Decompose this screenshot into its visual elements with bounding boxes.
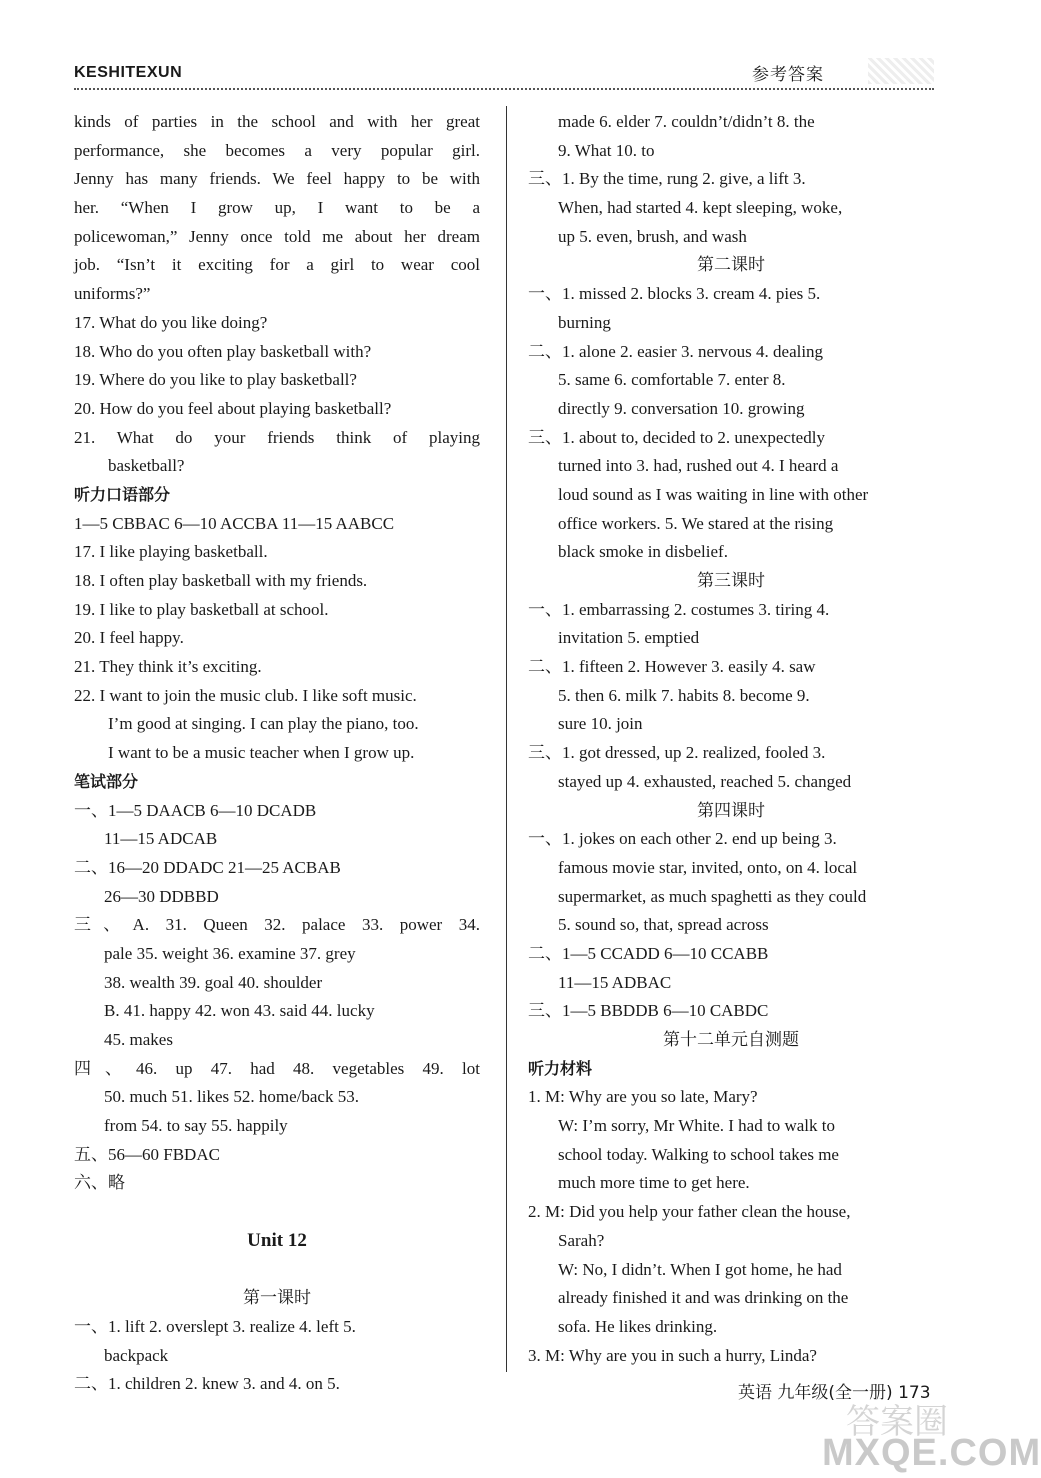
answer-line: I want to be a music teacher when I grow up. bbox=[108, 743, 415, 763]
header-brand: KESHITEXUN bbox=[74, 64, 183, 81]
answer-line: 22. I want to join the music club. I like soft music. bbox=[74, 685, 417, 705]
dialogue-line: 3. M: Why are you in such a hurry, Linda? bbox=[528, 1345, 817, 1365]
answer-line: 三、1. got dressed, up 2. realized, fooled 3. bbox=[528, 743, 826, 763]
header-rule bbox=[74, 88, 934, 90]
dialogue-line: 2. M: Did you help your father clean the house, bbox=[528, 1202, 851, 1222]
text-line: uniforms?” bbox=[74, 284, 151, 304]
answer-line: B. 41. happy 42. won 43. said 44. lucky bbox=[104, 1001, 375, 1021]
answer-line: stayed up 4. exhausted, reached 5. changed bbox=[558, 771, 852, 791]
answer-line: 11—15 ADCAB bbox=[104, 829, 218, 849]
dialogue-line: W: I’m sorry, Mr White. I had to walk to bbox=[558, 1116, 835, 1136]
dialogue-line: school today. Walking to school takes me bbox=[558, 1144, 839, 1164]
answer-line: 三、A. 31. Queen 32. palace 33. power 34. bbox=[74, 915, 480, 935]
answer-line: burning bbox=[558, 312, 611, 332]
answer-line: 11—15 ADBAC bbox=[558, 972, 672, 992]
spacer bbox=[74, 1198, 480, 1227]
answer-line: I’m good at singing. I can play the piano, too. bbox=[108, 714, 419, 734]
watermark-logo: 答案圈 bbox=[846, 1402, 948, 1442]
answer-line: backpack bbox=[104, 1345, 169, 1365]
answer-line: 五、56—60 FBDAC bbox=[74, 1144, 220, 1164]
answer-line: famous movie star, invited, onto, on 4. local bbox=[558, 857, 858, 877]
answer-line: 四、46. up 47. had 48. vegetables 49. lot bbox=[74, 1058, 480, 1078]
answer-line: invitation 5. emptied bbox=[558, 628, 700, 648]
section-heading: 听力口语部分 bbox=[74, 484, 171, 504]
answer-line: 1—5 CBBAC 6—10 ACCBA 11—15 AABCC bbox=[74, 513, 395, 533]
dialogue-line: Sarah? bbox=[558, 1230, 605, 1250]
left-column bbox=[74, 108, 480, 1399]
answer-line: up 5. even, brush, and wash bbox=[558, 226, 747, 246]
answer-line: 17. What do you like doing? bbox=[74, 312, 268, 332]
answer-line: black smoke in disbelief. bbox=[558, 542, 728, 562]
header-title: 参考答案 bbox=[752, 65, 824, 85]
answer-line: When, had started 4. kept sleeping, woke, bbox=[558, 198, 843, 218]
answer-line: office workers. 5. We stared at the rising bbox=[558, 513, 834, 533]
answer-line: 六、略 bbox=[74, 1173, 125, 1193]
lesson-heading: 第二课时 bbox=[697, 255, 765, 275]
answer-line: made 6. elder 7. couldn’t/didn’t 8. the bbox=[558, 112, 815, 131]
text-line: her. “When I grow up, I want to be a bbox=[74, 198, 480, 218]
watermark-text: MXQE.COM bbox=[822, 1432, 1041, 1474]
answer-line: 19. Where do you like to play basketball? bbox=[74, 370, 357, 390]
column-divider bbox=[506, 106, 507, 1372]
answer-line: 一、1—5 DAACB 6—10 DCADB bbox=[74, 800, 317, 820]
answer-line: from 54. to say 55. happily bbox=[104, 1116, 288, 1136]
spacer bbox=[74, 1256, 480, 1285]
answer-line: 5. same 6. comfortable 7. enter 8. bbox=[558, 370, 786, 390]
answer-line: 21. What do your friends think of playing bbox=[74, 427, 480, 447]
lesson-heading: 第一课时 bbox=[243, 1288, 311, 1308]
answer-line: 二、1. children 2. knew 3. and 4. on 5. bbox=[74, 1374, 340, 1394]
section-heading: 听力材料 bbox=[528, 1058, 593, 1078]
answer-line: 一、1. lift 2. overslept 3. realize 4. left 5. bbox=[74, 1316, 356, 1336]
answer-line: 二、1. fifteen 2. However 3. easily 4. saw bbox=[528, 657, 816, 677]
answer-line: pale 35. weight 36. examine 37. grey bbox=[104, 943, 356, 963]
answer-line: 50. much 51. likes 52. home/back 53. bbox=[104, 1087, 359, 1107]
answer-line: 19. I like to play basketball at school. bbox=[74, 599, 329, 619]
answer-line: 一、1. embarrassing 2. costumes 3. tiring 4. bbox=[528, 599, 830, 619]
lesson-heading: 第四课时 bbox=[697, 800, 765, 820]
answer-line: 二、1—5 CCADD 6—10 CCABB bbox=[528, 943, 769, 963]
answer-line: 21. They think it’s exciting. bbox=[74, 657, 262, 677]
answer-line: 20. How do you feel about playing basketball? bbox=[74, 398, 392, 418]
page-footer: 英语 九年级(全一册) 173 bbox=[738, 1383, 931, 1403]
answer-line: 一、1. missed 2. blocks 3. cream 4. pies 5. bbox=[528, 284, 821, 304]
answer-line: turned into 3. had, rushed out 4. I heard a bbox=[558, 456, 839, 476]
text-line: kinds of parties in the school and with her great bbox=[74, 112, 480, 131]
answer-line: 45. makes bbox=[104, 1030, 173, 1049]
answer-line: 一、1. jokes on each other 2. end up being 3. bbox=[528, 829, 837, 849]
dialogue-line: sofa. He likes drinking. bbox=[558, 1316, 718, 1336]
unit-title: Unit 12 bbox=[247, 1229, 307, 1251]
answer-line: 26—30 DDBBD bbox=[104, 886, 219, 906]
answer-line: loud sound as I was waiting in line with other bbox=[558, 484, 869, 504]
answer-line: 18. Who do you often play basketball with? bbox=[74, 341, 372, 361]
text-line: Jenny has many friends. We feel happy to be with bbox=[74, 169, 480, 189]
answer-line: 三、1. By the time, rung 2. give, a lift 3. bbox=[528, 169, 806, 189]
answer-line: 三、1—5 BBDDB 6—10 CABDC bbox=[528, 1001, 769, 1021]
answer-line: basketball? bbox=[108, 456, 185, 476]
header-decoration bbox=[868, 58, 934, 84]
right-column bbox=[528, 108, 934, 1370]
answer-line: 9. What 10. to bbox=[558, 140, 655, 160]
answer-line: directly 9. conversation 10. growing bbox=[558, 398, 805, 418]
answer-line: sure 10. join bbox=[558, 714, 643, 734]
answer-line: 二、16—20 DDADC 21—25 ACBAB bbox=[74, 857, 341, 877]
test-heading: 第十二单元自测题 bbox=[663, 1030, 799, 1049]
text-line: performance, she becomes a very popular girl. bbox=[74, 140, 480, 160]
answer-line: 三、1. about to, decided to 2. unexpectedly bbox=[528, 427, 825, 447]
answer-line: 38. wealth 39. goal 40. shoulder bbox=[104, 972, 323, 992]
dialogue-line: much more time to get here. bbox=[558, 1173, 750, 1193]
dialogue-line: already finished it and was drinking on the bbox=[558, 1288, 849, 1308]
answer-line: 20. I feel happy. bbox=[74, 628, 184, 648]
section-heading: 笔试部分 bbox=[74, 771, 139, 791]
text-line: policewoman,” Jenny once told me about her dream bbox=[74, 226, 480, 246]
answer-line: 5. then 6. milk 7. habits 8. become 9. bbox=[558, 685, 810, 705]
dialogue-line: W: No, I didn’t. When I got home, he had bbox=[558, 1259, 842, 1279]
answer-line: 17. I like playing basketball. bbox=[74, 542, 268, 562]
text-line: job. “Isn’t it exciting for a girl to wear cool bbox=[74, 255, 480, 275]
answer-line: 二、1. alone 2. easier 3. nervous 4. dealing bbox=[528, 341, 824, 361]
answer-line: supermarket, as much spaghetti as they could bbox=[558, 886, 867, 906]
answer-line: 5. sound so, that, spread across bbox=[558, 915, 769, 935]
answer-line: 18. I often play basketball with my friends. bbox=[74, 571, 368, 590]
dialogue-line: 1. M: Why are you so late, Mary? bbox=[528, 1087, 758, 1107]
lesson-heading: 第三课时 bbox=[697, 571, 765, 590]
